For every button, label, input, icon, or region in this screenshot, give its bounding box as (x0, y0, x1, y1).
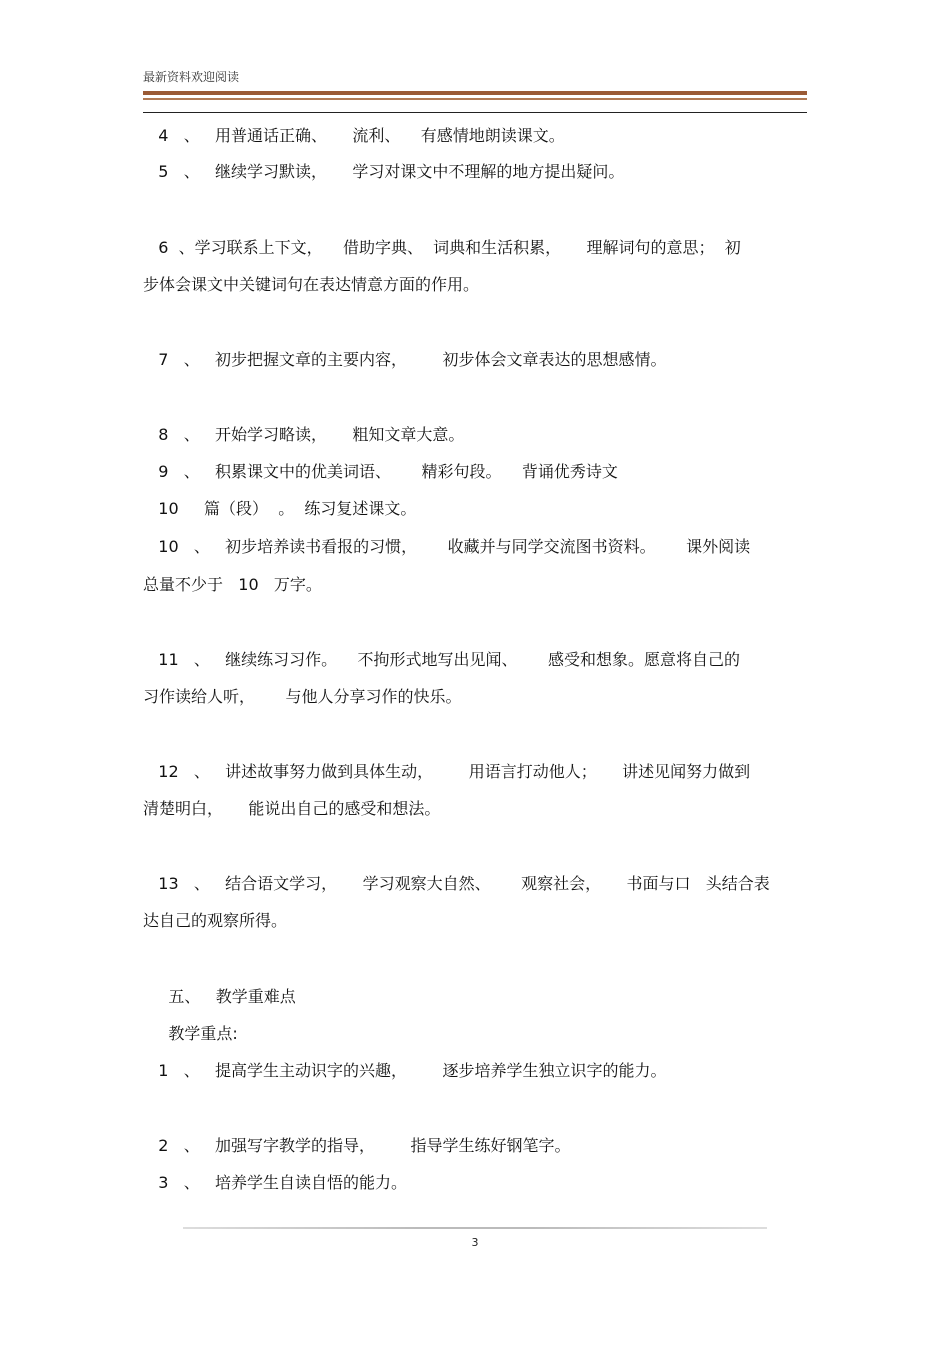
text-line: 6 、学习联系上下文， 借助字典、 词典和生活积累， 理解词句的意思； 初 (143, 238, 741, 257)
text-line: 清楚明白， 能说出自己的感受和想法。 (143, 799, 441, 818)
text-line: 步体会课文中关键词句在表达情意方面的作用。 (143, 275, 480, 294)
text-line: 12 、 讲述故事努力做到具体生动， 用语言打动他人； 讲述见闻努力做到 (143, 762, 751, 781)
header-rule-thick (143, 91, 807, 95)
text-line: 11 、 继续练习习作。 不拘形式地写出见闻、 感受和想象。愿意将自己的 (143, 650, 740, 669)
text-line: 10 篇（段） 。 练习复述课文。 (143, 499, 417, 518)
header-text: 最新资料欢迎阅读 (143, 70, 240, 84)
page-number: 3 (471, 1236, 479, 1249)
text-line: 2 、 加强写字教学的指导， 指导学生练好钢笔字。 (143, 1136, 571, 1155)
text-line: 10 、 初步培养读书看报的习惯， 收藏并与同学交流图书资料。 课外阅读 (143, 537, 751, 556)
text-line: 8 、 开始学习略读， 粗知文章大意。 (143, 425, 465, 444)
header-rule-thin (143, 112, 807, 113)
subheading: 教学重点: (143, 1024, 238, 1043)
text-line: 达自己的观察所得。 (143, 911, 288, 930)
text-line: 总量不少于 10 万字。 (143, 575, 322, 594)
header-rule-mid (143, 98, 807, 100)
text-line: 13 、 结合语文学习， 学习观察大自然、 观察社会， 书面与口 头结合表 (143, 874, 770, 893)
footer-rule (183, 1227, 767, 1229)
section-heading: 五、 教学重难点 (143, 987, 296, 1006)
text-line: 9 、 积累课文中的优美词语、 精彩句段。 背诵优秀诗文 (143, 462, 618, 481)
text-line: 习作读给人听， 与他人分享习作的快乐。 (143, 687, 462, 706)
text-line: 5 、 继续学习默读， 学习对课文中不理解的地方提出疑问。 (143, 162, 625, 181)
text-line: 4 、 用普通话正确、 流利、 有感情地朗读课文。 (143, 126, 565, 145)
text-line: 1 、 提高学生主动识字的兴趣， 逐步培养学生独立识字的能力。 (143, 1061, 667, 1080)
text-line: 3 、 培养学生自读自悟的能力。 (143, 1173, 407, 1192)
text-line: 7 、 初步把握文章的主要内容， 初步体会文章表达的思想感情。 (143, 350, 667, 369)
